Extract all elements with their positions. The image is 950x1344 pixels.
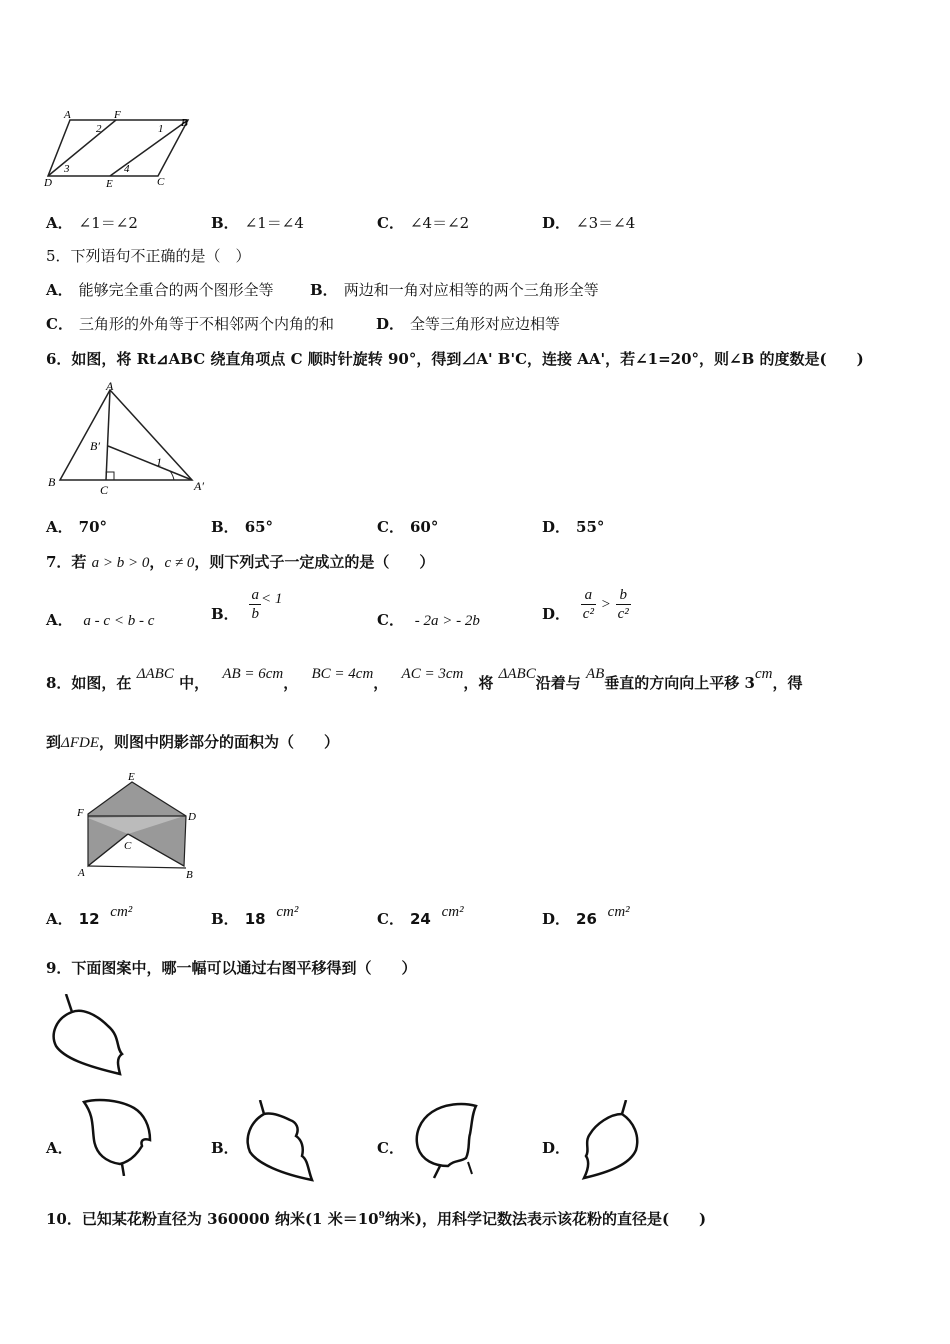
q7-option-c[interactable]: C． - 2a > - 2b (377, 611, 480, 629)
q8-option-c[interactable]: C． 24 cm² (377, 904, 464, 928)
q9-option-d-leaf[interactable] (576, 1100, 646, 1182)
q6-figure (44, 380, 219, 498)
q6-label-A: A (106, 380, 114, 393)
q9-reference-leaf (46, 994, 136, 1078)
q6-option-a[interactable]: A． 70° (46, 518, 108, 536)
q7-option-d[interactable]: D． $\frac{a}{\text{c²}}$ > $\frac{b}{\text{c²}}$ (542, 587, 629, 623)
q7-option-b[interactable]: B． $\frac{a}{b}$ < 1 (211, 587, 283, 623)
q4-label-C: C (157, 176, 165, 188)
q4-option-c[interactable]: C． ∠4＝∠2 (377, 214, 470, 232)
q4-angle-1: 1 (158, 123, 164, 135)
q4-angle-2: 2 (96, 123, 102, 135)
q7-option-a[interactable]: A． a - c < b - c (46, 611, 155, 629)
q8-option-b[interactable]: B． 18 cm² (211, 904, 299, 928)
q8-label-A: A (78, 867, 85, 879)
q8-label-E: E (128, 771, 135, 783)
q10-stem: 10．已知某花粉直径为 360000 纳米(1 米$=10^9$纳米)，用科学记数法表示该花粉的直径是( ) (46, 1210, 707, 1228)
q4-label-F: F (114, 109, 121, 121)
q6-label-C: C (100, 483, 109, 497)
q9-option-c[interactable]: C． (377, 1139, 404, 1157)
q4-figure (40, 108, 200, 190)
q5-option-d[interactable]: D． 全等三角形对应边相等 (376, 315, 561, 333)
q9-option-a[interactable]: A． (46, 1139, 73, 1157)
q9-option-d[interactable]: D． (542, 1139, 571, 1157)
q4-angle-3: 3 (64, 163, 70, 175)
q8-label-C: C (124, 840, 132, 852)
q8-stem-line1: 8．如图，在 ΔABC 中， AB = 6cm， BC = 4cm， AC = 3cm，将 ΔABC沿着与 AB垂直的方向向上平移 3cm，得 (46, 666, 803, 692)
q6-option-d[interactable]: D． 55° (542, 518, 605, 536)
q4-option-b[interactable]: B． ∠1＝∠4 (211, 214, 304, 232)
q6-stem: 6．如图，将 Rt⊿ABC 绕直角项点 C 顺时针旋转 90°，得到⊿A' B'C，连接 AA'，若∠1=20°，则∠B 的度数是( ) (46, 350, 864, 368)
q6-label-B: B (48, 475, 56, 489)
q8-label-D: D (188, 811, 196, 823)
q8-label-B: B (186, 869, 193, 881)
q5-option-c[interactable]: C． 三角形的外角等于不相邻两个内角的和 (46, 315, 334, 333)
q4-option-a[interactable]: A． ∠1＝∠2 (46, 214, 138, 232)
q5-stem: 5．下列语句不正确的是（ ） (46, 247, 251, 265)
q8-label-F: F (77, 807, 84, 819)
q8-option-d[interactable]: D． 26 cm² (542, 904, 630, 928)
q4-option-d[interactable]: D． ∠3＝∠4 (542, 214, 636, 232)
q8-option-a[interactable]: A． 12 cm² (46, 904, 133, 928)
q4-label-E: E (106, 178, 113, 190)
q4-label-B: B (181, 117, 188, 129)
q6-label-Aprime: A′ (194, 479, 204, 493)
q5-option-b[interactable]: B． 两边和一角对应相等的两个三角形全等 (310, 281, 599, 299)
q4-angle-4: 4 (124, 163, 130, 175)
q7-stem: 7．若 a > b > 0，c ≠ 0，则下列式子一定成立的是（ ） (46, 553, 435, 571)
q9-option-b[interactable]: B． (211, 1139, 239, 1157)
q6-label-Bprime: B′ (90, 439, 100, 453)
q6-option-c[interactable]: C． 60° (377, 518, 439, 536)
q8-stem-line2: 到ΔFDE，则图中阴影部分的面积为（ ） (46, 733, 339, 751)
q9-option-c-leaf[interactable] (410, 1100, 482, 1180)
q9-stem: 9．下面图案中，哪一幅可以通过右图平移得到（ ） (46, 959, 417, 977)
q9-option-b-leaf[interactable] (242, 1100, 322, 1184)
q9-option-a-leaf[interactable] (78, 1096, 160, 1176)
q6-angle-1: 1 (156, 455, 162, 469)
q5-option-a[interactable]: A． 能够完全重合的两个图形全等 (46, 281, 274, 299)
q8-figure (72, 770, 207, 885)
q4-label-D: D (44, 177, 52, 189)
q6-option-b[interactable]: B． 65° (211, 518, 274, 536)
q4-label-A: A (64, 109, 71, 121)
